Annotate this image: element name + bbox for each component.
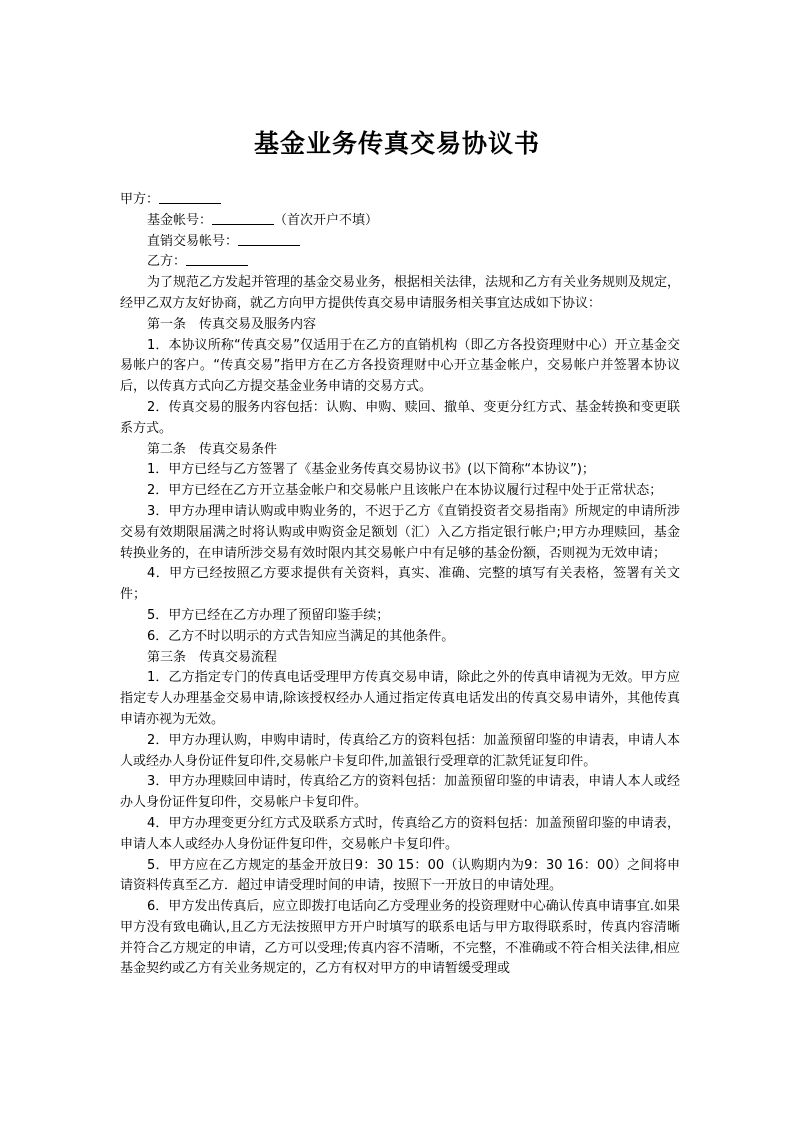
party-a-line [120,190,680,211]
fund-account-blank [212,211,274,225]
section-heading: 第二条 传真交易条件 [147,441,278,457]
party-b-blank [186,252,248,266]
party-b-label: 乙方： [147,254,187,270]
direct-account-line [120,232,680,253]
paragraph: 4．甲方已经按照乙方要求提供有关资料，真实、准确、完整的填写有关表格，签署有关文件； [120,566,680,603]
paragraph: 5．甲方已经在乙方办理了预留印鉴手续； [147,607,390,623]
direct-account-label: 直销交易帐号： [147,233,239,249]
paragraph: 1．乙方指定专门的传真电话受理甲方传真交易申请，除此之外的传真申请视为无效。甲方应指定专人办理基金交易申请,除该授权经办人通过指定传真电话发出的传真交易申请外，其他传真申请亦视为无效。 [120,670,680,727]
paragraph: 6．甲方发出传真后，应立即拨打电话向乙方受理业务的投资理财中心确认传真申请事宜.如果甲方没有致电确认,且乙方无法按照甲方开户时填写的联系电话与甲方取得联系时，传真内容清晰并符合乙方规定的申请，乙方可以受理;传真内容不清晰，不完整，不准确或不符合相关法律,相应基金契约或乙方有关业务规定的，乙方有权对甲方的申请暂缓受理或 [120,899,680,977]
direct-account-blank [238,232,300,246]
fund-account-label: 基金帐号： [147,212,213,228]
section-heading: 第一条 传真交易及服务内容 [147,316,317,332]
fund-account-note: （首次开户不填） [274,212,379,228]
party-a-blank [159,190,221,204]
paragraph: 3．甲方办理赎回申请时，传真给乙方的资料包括：加盖预留印鉴的申请表，申请人本人或经办人身份证件复印件，交易帐户卡复印件。 [120,774,680,811]
fund-account-line [120,211,680,232]
document-title: 基金业务传真交易协议书 [253,129,540,158]
paragraph: 6．乙方不时以明示的方式告知应当满足的其他条件。 [147,628,455,644]
paragraph: 1．本协议所称“传真交易”仅适用于在乙方的直销机构（即乙方各投资理财中心）开立基金交易帐户的客户。“传真交易”指甲方在乙方各投资理财中心开立基金帐户，交易帐户并签署本协议后，以传真方式向乙方提交基金业务申请的交易方式。 [120,337,680,395]
paragraph: 2．甲方已经在乙方开立基金帐户和交易帐户且该帐户在本协议履行过程中处于正常状态； [147,483,663,499]
paragraph: 3．甲方办理申请认购或申购业务的，不迟于乙方《直销投资者交易指南》所规定的申请所涉交易有效期限届满之时将认购或申购资金足额划（汇）入乙方指定银行帐户;甲方办理赎回，基金转换业务的，在申请所涉交易有效时限内其交易帐户中有足够的基金份额，否则视为无效申请； [120,503,680,561]
paragraph: 1．甲方已经与乙方签署了《基金业务传真交易协议书》(以下简称“本协议”)； [147,462,595,478]
paragraph: 2．甲方办理认购，申购申请时，传真给乙方的资料包括：加盖预留印鉴的申请表，申请人本人或经办人身份证件复印件,交易帐户卡复印件,加盖银行受理章的汇款凭证复印件。 [120,732,680,769]
paragraph: 4．甲方办理变更分红方式及联系方式时，传真给乙方的资料包括：加盖预留印鉴的申请表，申请人本人或经办人身份证件复印件，交易帐户卡复印件。 [120,815,680,852]
paragraph: 5．甲方应在乙方规定的基金开放日9：30 15：00（认购期内为9：30 16：00）之间将申请资料传真至乙方．超过申请受理时间的申请，按照下一开放日的申请处理。 [120,857,680,894]
paragraph: 为了规范乙方发起并管理的基金交易业务，根据相关法律，法规和乙方有关业务规则及规定，经甲乙双方友好协商，就乙方向甲方提供传真交易申请服务相关事宜达成如下协议： [120,275,681,311]
paragraph: 2．传真交易的服务内容包括：认购、申购、赎回、撤单、变更分红方式、基金转换和变更联系方式。 [120,399,680,436]
party-a-label: 甲方： [120,192,160,207]
party-b-line [120,252,680,273]
section-heading: 第三条 传真交易流程 [147,649,278,665]
document-body [120,190,680,980]
